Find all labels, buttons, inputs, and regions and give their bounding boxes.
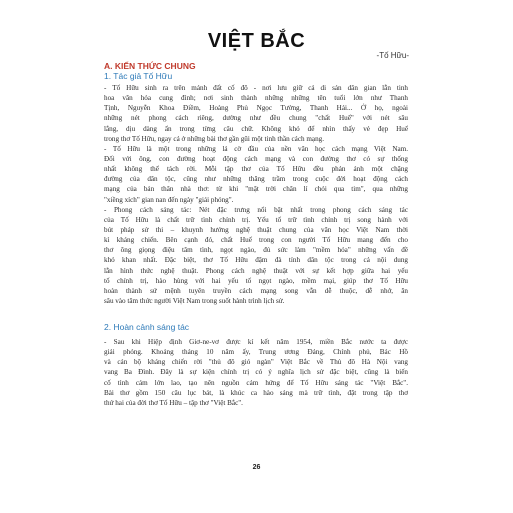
text-line: trong thơ Tố Hữu, ngay cả ở những bài thơ gần gũi một tinh thần cách mạng.	[104, 134, 325, 143]
text-line: của Tố Hữu là chất trữ tình chính trị. Yếu tố trữ tình chính trị song hành với	[104, 215, 408, 224]
text-line: sâu vào tâm thức người Việt Nam trong suốt hành trình lịch sử.	[104, 296, 285, 305]
text-line: kì kháng chiến. Bên cạnh đó, chất Huế trong con người Tố Hữu mang đến cho	[104, 236, 408, 245]
text-line: bút pháp sử thi – khuynh hướng nghệ thuật chung của văn học Việt Nam thời	[104, 225, 408, 234]
text-line: những nét phong cách riêng, dường như đều chung "chất Huế" với nét sâu	[104, 114, 408, 123]
text-line: giải phóng. Khoảng tháng 10 năm ấy, Trung ương Đảng, Chính phủ, Bác Hồ	[104, 348, 408, 357]
text-line: Tịnh, Nguyễn Khoa Điềm, Hoàng Phủ Ngọc Tường, Thanh Hải... Ở họ, ngoài	[104, 104, 408, 113]
subsection-heading-context: 2. Hoàn cảnh sáng tác	[104, 322, 190, 332]
text-line: Đối với ông, con đường hoạt động cách mạng và con đường thơ có sự thống	[104, 154, 408, 163]
text-line: mạng của bản thân nhà thơ: từ khi "mặt trời chân lí chói qua tim", qua những	[104, 185, 408, 194]
text-line: và cán bộ kháng chiến rời "thủ đô gió ngàn" Việt Bắc về Thủ đô Hà Nội vang	[104, 358, 408, 367]
text-line: hoàn thành sứ mệnh tuyên truyền cách mạng song vẫn dễ thuộc, dễ nhớ, ăn	[104, 286, 408, 295]
page-number: 26	[252, 464, 261, 471]
section-heading-a: A. KIẾN THỨC CHUNG	[104, 61, 196, 71]
text-line: hoa văn hóa cung đình; nơi sinh thành những những tên tuổi lớn như Thanh	[104, 94, 408, 103]
text-line: khó khan nhất. Đặc biệt, thơ Tố Hữu đậm đà tính dân tộc trong cả nội dung	[104, 256, 408, 265]
text-line: nhất không thể tách rời. Mỗi tập thơ của Tố Hữu đều phản ánh một chặng	[104, 165, 408, 174]
text-line: - Phong cách sáng tác: Nét đặc trưng nổi bật nhất trong phong cách sáng tác	[104, 205, 408, 214]
subsection-heading-author: 1. Tác giả Tố Hữu	[104, 71, 173, 81]
paragraph-context	[104, 337, 408, 408]
text-line: thơ ông giọng điệu tâm tình, ngọt ngào, đủ sức làm "mềm hóa" những vấn đề	[104, 246, 408, 255]
author-label: -Tố Hữu-	[376, 51, 409, 60]
text-line: lắng, dịu dàng ẩn trong từng câu chữ. Không khó để nhìn thấy vẻ đẹp Huế	[104, 124, 408, 133]
paragraph-author	[104, 83, 408, 306]
text-line: vang Ba Đình. Đây là sự kiện chính trị có ý nghĩa lịch sử đặc biệt, cũng là biến	[104, 368, 408, 377]
text-line: - Tố Hữu sinh ra trên mảnh đất cố đô - nơi lưu giữ cả di sản dân gian lẫn tinh	[104, 84, 408, 92]
text-line: lẫn hình thức nghệ thuật. Phong cách nghệ thuật với sự kết hợp giữa hai yếu	[104, 266, 408, 275]
text-line: Bài thơ gồm 150 câu lục bát, là khúc ca hào sáng mà trữ tình, đặt trong tập thơ	[104, 388, 408, 397]
text-line: thứ hai của đời thơ Tố Hữu – tập thơ "Việt Bắc".	[104, 398, 243, 407]
page-title: VIỆT BẮC	[207, 30, 306, 52]
text-line: - Tố Hữu là một trong những lá cờ đầu của nền văn học cách mạng Việt Nam.	[104, 144, 408, 153]
text-line: cố tình cảm lớn lao, tạo nên nguồn cảm hứng để Tố Hữu sáng tác "Việt Bắc".	[104, 378, 408, 387]
text-line: tố chính trị, hào hùng với hai yếu tố ngọt ngào, mềm mại, giúp thơ Tố Hữu	[104, 276, 408, 285]
text-line: - Sau khi Hiệp định Giơ-ne-vơ được kí kết năm 1954, miền Bắc nước ta được	[104, 338, 408, 346]
text-line: đường của dân tộc, cũng như những thăng trầm trong cuộc đời hoạt động cách	[104, 175, 408, 184]
text-line: "xiềng xích" gian nan đến ngày "giải phóng".	[104, 195, 234, 204]
